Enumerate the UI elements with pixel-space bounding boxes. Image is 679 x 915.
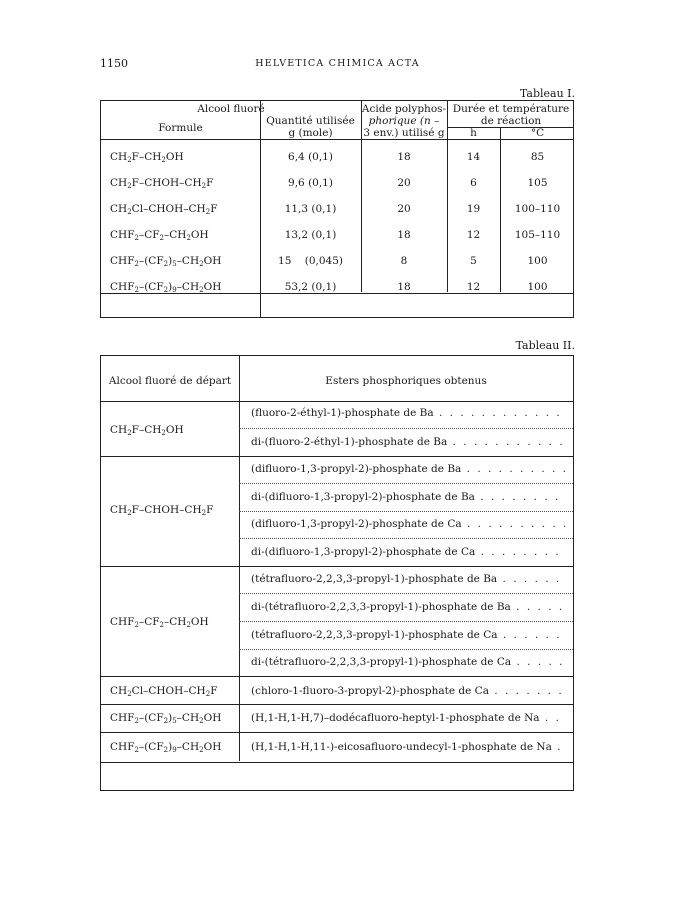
table2-ester: (difluoro-1,3-propyl-2)-phosphate de Ba . . . (251, 463, 565, 475)
table2-ester: di-(difluoro-1,3-propyl-2)-phosphate de Ba . . . (251, 491, 565, 503)
table2-bottom-line (101, 762, 573, 763)
table1-acid: 18 (397, 229, 411, 241)
table2-dotted-line (239, 593, 573, 594)
table2-source: $CH_2F-CH_2OH$ (110, 424, 184, 437)
table1-temp: 100 (527, 281, 548, 293)
table1-acid: 18 (397, 281, 411, 293)
table1-hours: 12 (466, 229, 481, 241)
table1-hours: 19 (466, 203, 481, 215)
table1-quantity: 53,2 (0,1) (284, 281, 337, 293)
table1-acid: 18 (397, 151, 411, 163)
table1-head-quantite-units: g (mole) (288, 127, 333, 139)
table1-formula: $CHF_2-(CF_2)_9-CH_2OH$ (110, 281, 222, 294)
table2-group-line (101, 676, 573, 677)
table1-hours: 14 (466, 151, 481, 163)
table2-ester: di-(tétrafluoro-2,2,3,3-propyl-1)-phosphate de Ba . . . (251, 601, 565, 613)
table2-group-line (101, 456, 573, 457)
table2-source: $CHF_2-(CF_2)_5-CH_2OH$ (110, 712, 222, 725)
table1-head-acide-3: 3 env.) utilisé g (363, 127, 445, 139)
table1-hours: 5 (470, 255, 477, 267)
table1-quantity: 13,2 (0,1) (284, 229, 337, 241)
table2-source: $CHF_2-(CF_2)_9-CH_2OH$ (110, 741, 222, 754)
table1-hours: 12 (466, 281, 481, 293)
table2 (100, 355, 574, 791)
table1-quantity: 6,4 (0,1) (288, 151, 333, 163)
table1-head-duree-2: de réaction (480, 115, 542, 127)
table2-head-source: Alcool fluoré de départ (108, 375, 232, 387)
table2-ester: (difluoro-1,3-propyl-2)-phosphate de Ca . . . (251, 518, 565, 530)
table2-ester: (H,1-H,1-H,7)–dodécafluoro-heptyl-1-phosphate de Na . . (251, 712, 565, 724)
table1-label: Tableau I. (519, 87, 575, 100)
table1-formula: $CH_2F-CHOH-CH_2F$ (110, 177, 214, 190)
table2-ester: di-(fluoro-2-éthyl-1)-phosphate de Ba . . . (251, 436, 565, 448)
table1-formula: $CH_2Cl-CHOH-CH_2F$ (110, 203, 218, 216)
table1-head-h: h (470, 127, 477, 139)
table2-source: $CH_2Cl-CHOH-CH_2F$ (110, 685, 218, 698)
table2-dotted-line (239, 511, 573, 512)
table1-temp: 100 (527, 255, 548, 267)
table2-vline (239, 356, 240, 761)
page-number: 1150 (100, 57, 128, 70)
journal-title: HELVETICA CHIMICA ACTA (255, 58, 420, 69)
table1-head-line (101, 139, 573, 140)
table1-acid: 8 (400, 255, 408, 267)
table2-label: Tableau II. (515, 339, 575, 352)
table1-quantity: 9,6 (0,1) (288, 177, 333, 189)
table1-temp: 85 (530, 151, 545, 163)
table1-head-acide-2: phorique (n – (368, 115, 440, 127)
table1-head-quantite: Quantité utilisée (266, 115, 355, 127)
table1-temp: 105–110 (514, 229, 561, 241)
table1-head-alcool: Alcool fluoré (197, 103, 265, 115)
table1-formula: $CHF_2-(CF_2)_5-CH_2OH$ (110, 255, 222, 268)
table1-acid: 20 (397, 177, 411, 189)
table2-ester: (tétrafluoro-2,2,3,3-propyl-1)-phosphate de Ba . . . (251, 573, 565, 585)
table1-head-c: °C (530, 127, 545, 139)
table2-head-esters: Esters phosphoriques obtenus (325, 375, 487, 387)
table2-dotted-line (239, 621, 573, 622)
table1-quantity: 11,3 (0,1) (284, 203, 337, 215)
table2-dotted-line (239, 538, 573, 539)
table1-hours: 6 (470, 177, 477, 189)
table2-source: $CHF_2-CF_2-CH_2OH$ (110, 616, 209, 629)
table2-group-line (101, 704, 573, 705)
table2-ester: (tétrafluoro-2,2,3,3-propyl-1)-phosphate de Ca . . . (251, 629, 565, 641)
table2-source: $CH_2F-CHOH-CH_2F$ (110, 504, 214, 517)
table1-temp: 105 (527, 177, 548, 189)
table2-dotted-line (239, 428, 573, 429)
page-header (100, 57, 575, 73)
table1-formula: $CHF_2-CF_2-CH_2OH$ (110, 229, 209, 242)
table2-dotted-line (239, 483, 573, 484)
table2-ester: di-(difluoro-1,3-propyl-2)-phosphate de Ca . . . (251, 546, 565, 558)
table1-head-duree: Durée et température (452, 103, 570, 115)
table1-formula: $CH_2F-CH_2OH$ (110, 151, 184, 164)
table2-ester: (H,1-H,1-H,11-)-eicosafluoro-undecyl-1-phosphate de Na . (251, 741, 565, 753)
table1-quantity: 15 (0,045) (278, 255, 343, 267)
table2-head-line (101, 401, 573, 402)
table1-head-acide: Acide polyphos- (361, 103, 447, 115)
table2-group-line (101, 566, 573, 567)
table2-dotted-line (239, 649, 573, 650)
table1-temp: 100–110 (514, 203, 561, 215)
table2-ester: (fluoro-2-éthyl-1)-phosphate de Ba . . . (251, 407, 565, 419)
table2-group-line (101, 732, 573, 733)
table1-head-formule: Formule (158, 122, 203, 134)
table2-ester: (chloro-1-fluoro-3-propyl-2)-phosphate de Ca . . . (251, 685, 565, 697)
table1-acid: 20 (397, 203, 411, 215)
table1 (100, 100, 574, 318)
table2-ester: di-(tétrafluoro-2,2,3,3-propyl-1)-phosphate de Ca . . . (251, 656, 565, 668)
